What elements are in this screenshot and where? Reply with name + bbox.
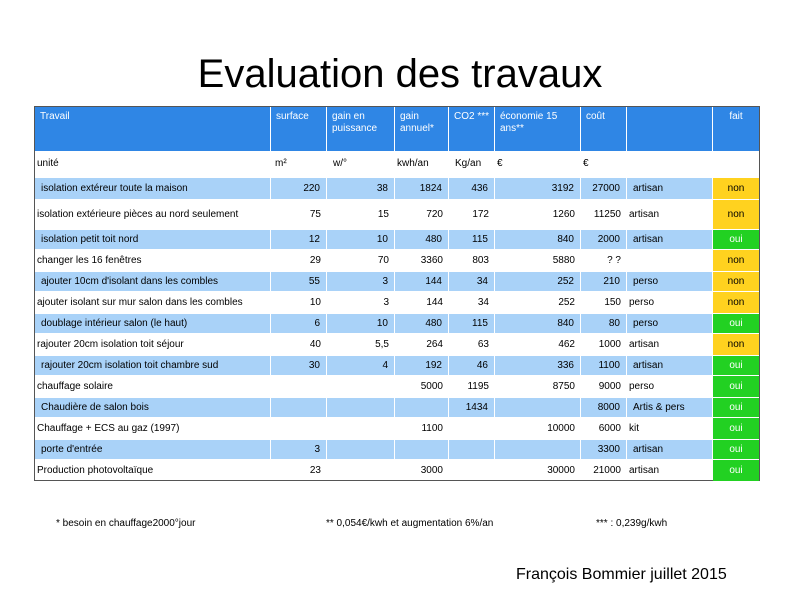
table-row <box>35 459 759 481</box>
table-row <box>35 439 759 459</box>
cell-gain-puissance <box>327 376 395 397</box>
cell-economie: 30000 <box>547 464 575 476</box>
table-row <box>35 229 759 249</box>
cell-co2: 1434 <box>449 398 495 417</box>
cell-surface: 10 <box>309 296 321 308</box>
header-economie: économie 15 ans** <box>495 107 581 151</box>
cell-mode: kit <box>629 422 639 434</box>
cell-mode: perso <box>629 380 655 392</box>
cell-gain-puissance: 5,5 <box>375 338 389 350</box>
cell-mode: perso <box>627 272 713 291</box>
cell-travail: doublage intérieur salon (le haut) <box>35 314 271 333</box>
cell-surface: 40 <box>309 338 321 350</box>
cell-mode: perso <box>629 296 655 308</box>
cell-gain-puissance: 4 <box>327 356 395 375</box>
cell-gain-puissance <box>327 460 395 481</box>
cell-gain-puissance: 15 <box>377 208 389 220</box>
cell-fait: oui <box>713 398 759 417</box>
cell-cout: 6000 <box>598 422 621 434</box>
cell-fait: oui <box>713 440 759 459</box>
cell-cout: 9000 <box>598 380 621 392</box>
cell-fait: non <box>713 292 759 313</box>
cell-mode: artisan <box>629 338 660 350</box>
table-row <box>35 375 759 397</box>
cell-travail: ajouter isolant sur mur salon dans les combles <box>37 296 243 308</box>
cell-mode: artisan <box>627 356 713 375</box>
header-surface: surface <box>271 107 327 151</box>
table-header-row <box>35 107 759 151</box>
cell-travail: rajouter 20cm isolation toit chambre sud <box>35 356 271 375</box>
cell-fait: non <box>713 178 759 199</box>
table-row <box>35 291 759 313</box>
cell-cout: 150 <box>604 296 621 308</box>
cell-surface: 29 <box>309 254 321 266</box>
cell-travail: ajouter 10cm d'isolant dans les combles <box>35 272 271 291</box>
cell-cout: 27000 <box>581 178 627 199</box>
cell-surface <box>271 376 327 397</box>
cell-gain-annuel: 1824 <box>395 178 449 199</box>
cell-surface <box>271 398 327 417</box>
cell-fait: oui <box>713 230 759 249</box>
cell-gain-puissance <box>327 418 395 439</box>
cell-co2: 436 <box>449 178 495 199</box>
cell-economie: 336 <box>495 356 581 375</box>
cell-cout: 11250 <box>593 208 621 220</box>
unit-economie: € <box>497 158 503 169</box>
cell-economie: 10000 <box>547 422 575 434</box>
table-row <box>35 249 759 271</box>
cell-co2 <box>449 418 495 439</box>
cell-cout: 3300 <box>581 440 627 459</box>
cell-co2: 172 <box>472 208 489 220</box>
cell-gain-annuel: 3360 <box>420 254 443 266</box>
cell-gain-annuel: 3000 <box>420 464 443 476</box>
cell-cout: 1100 <box>581 356 627 375</box>
cell-surface: 220 <box>271 178 327 199</box>
units-label: unité <box>37 158 59 169</box>
table-row <box>35 333 759 355</box>
cell-gain-annuel: 264 <box>426 338 443 350</box>
cell-gain-annuel: 5000 <box>420 380 443 392</box>
cell-co2: 34 <box>449 272 495 291</box>
cell-travail: isolation petit toit nord <box>35 230 271 249</box>
header-co2: CO2 *** <box>449 107 495 151</box>
cell-travail: isolation extérieure pièces au nord seulement <box>37 208 239 220</box>
footnote-economie: ** 0,054€/kwh et augmentation 6%/an <box>326 518 494 529</box>
cell-gain-puissance <box>327 398 395 417</box>
cell-fait: non <box>713 250 759 271</box>
unit-co2: Kg/an <box>455 158 482 169</box>
unit-gain-puissance: w/° <box>333 158 347 169</box>
unit-surface: m² <box>275 158 287 169</box>
table-row <box>35 199 759 229</box>
cell-co2: 803 <box>472 254 489 266</box>
table-row <box>35 271 759 291</box>
cell-surface: 23 <box>309 464 321 476</box>
cell-travail: Chaudière de salon bois <box>35 398 271 417</box>
table-row <box>35 177 759 199</box>
cell-surface: 12 <box>271 230 327 249</box>
header-gain-puissance: gain en puissance <box>327 107 395 151</box>
cell-fait: oui <box>713 314 759 333</box>
table-row <box>35 313 759 333</box>
cell-mode: artisan <box>629 208 660 220</box>
cell-economie: 5880 <box>552 254 575 266</box>
author-credit: François Bommier juillet 2015 <box>516 566 727 583</box>
cell-fait: oui <box>713 356 759 375</box>
header-fait: fait <box>713 107 759 151</box>
cell-cout: 21000 <box>593 464 621 476</box>
table-row <box>35 417 759 439</box>
cell-gain-puissance: 38 <box>327 178 395 199</box>
cell-gain-annuel: 144 <box>395 272 449 291</box>
cell-co2: 1195 <box>467 380 489 392</box>
cell-economie <box>495 440 581 459</box>
cell-economie: 840 <box>495 230 581 249</box>
cell-fait: non <box>713 200 759 229</box>
cell-mode <box>627 250 713 271</box>
cell-co2: 115 <box>449 230 495 249</box>
cell-economie: 840 <box>495 314 581 333</box>
cell-economie: 3192 <box>495 178 581 199</box>
cell-gain-annuel: 144 <box>426 296 443 308</box>
cell-travail: Chauffage + ECS au gaz (1997) <box>37 422 180 434</box>
cell-mode: artisan <box>627 178 713 199</box>
table-row <box>35 397 759 417</box>
cell-travail: chauffage solaire <box>37 380 113 392</box>
cell-cout: ? ? <box>607 254 621 266</box>
cell-gain-annuel: 480 <box>395 314 449 333</box>
cell-co2: 34 <box>477 296 489 308</box>
table-row <box>35 355 759 375</box>
cell-mode: Artis & pers <box>627 398 713 417</box>
cell-co2: 63 <box>477 338 489 350</box>
cell-mode: artisan <box>627 440 713 459</box>
cell-cout: 8000 <box>581 398 627 417</box>
header-travail: Travail <box>35 107 271 151</box>
cell-fait: oui <box>713 376 759 397</box>
cell-co2 <box>449 460 495 481</box>
cell-economie: 462 <box>558 338 575 350</box>
cell-mode: artisan <box>627 230 713 249</box>
cell-economie: 252 <box>558 296 575 308</box>
cell-gain-puissance: 3 <box>327 272 395 291</box>
cell-co2 <box>449 440 495 459</box>
cell-co2: 46 <box>449 356 495 375</box>
cell-fait: non <box>713 334 759 355</box>
header-mode <box>627 107 713 151</box>
cell-gain-annuel <box>395 440 449 459</box>
units-row <box>35 151 759 177</box>
cell-surface: 6 <box>271 314 327 333</box>
cell-gain-annuel <box>395 398 449 417</box>
cell-gain-puissance: 3 <box>383 296 389 308</box>
cell-gain-annuel: 480 <box>395 230 449 249</box>
cell-gain-puissance: 70 <box>377 254 389 266</box>
cell-cout: 1000 <box>598 338 621 350</box>
cell-gain-puissance <box>327 440 395 459</box>
cell-travail: porte d'entrée <box>35 440 271 459</box>
unit-gain-annuel: kwh/an <box>397 158 429 169</box>
cell-economie: 252 <box>495 272 581 291</box>
cell-surface: 55 <box>271 272 327 291</box>
cell-co2: 115 <box>449 314 495 333</box>
cell-economie: 1260 <box>552 208 575 220</box>
cell-fait: non <box>713 272 759 291</box>
cell-fait: oui <box>713 418 759 439</box>
cell-economie: 8750 <box>552 380 575 392</box>
cell-cout: 80 <box>581 314 627 333</box>
footnote-co2: *** : 0,239g/kwh <box>596 518 668 529</box>
cell-surface: 30 <box>271 356 327 375</box>
header-cout: coût <box>581 107 627 151</box>
cell-cout: 210 <box>581 272 627 291</box>
cell-gain-puissance: 10 <box>327 230 395 249</box>
cell-fait: oui <box>713 460 759 481</box>
cell-travail: rajouter 20cm isolation toit séjour <box>37 338 184 350</box>
cell-surface: 75 <box>309 208 321 220</box>
works-table <box>34 106 760 481</box>
cell-economie <box>495 398 581 417</box>
cell-travail: isolation extéreur toute la maison <box>35 178 271 199</box>
cell-travail: Production photovoltaïque <box>37 464 154 476</box>
footnote-besoin: * besoin en chauffage2000°jour <box>56 518 196 529</box>
cell-surface <box>271 418 327 439</box>
cell-surface: 3 <box>271 440 327 459</box>
unit-cout: € <box>583 158 589 169</box>
cell-travail: changer les 16 fenêtres <box>37 254 142 266</box>
page-title: Evaluation des travaux <box>197 52 603 96</box>
cell-gain-annuel: 192 <box>395 356 449 375</box>
cell-cout: 2000 <box>581 230 627 249</box>
cell-mode: perso <box>627 314 713 333</box>
cell-gain-puissance: 10 <box>327 314 395 333</box>
cell-mode: artisan <box>629 464 660 476</box>
header-gain-annuel: gain annuel* <box>395 107 449 151</box>
cell-gain-annuel: 720 <box>426 208 443 220</box>
cell-gain-annuel: 1100 <box>421 422 443 434</box>
